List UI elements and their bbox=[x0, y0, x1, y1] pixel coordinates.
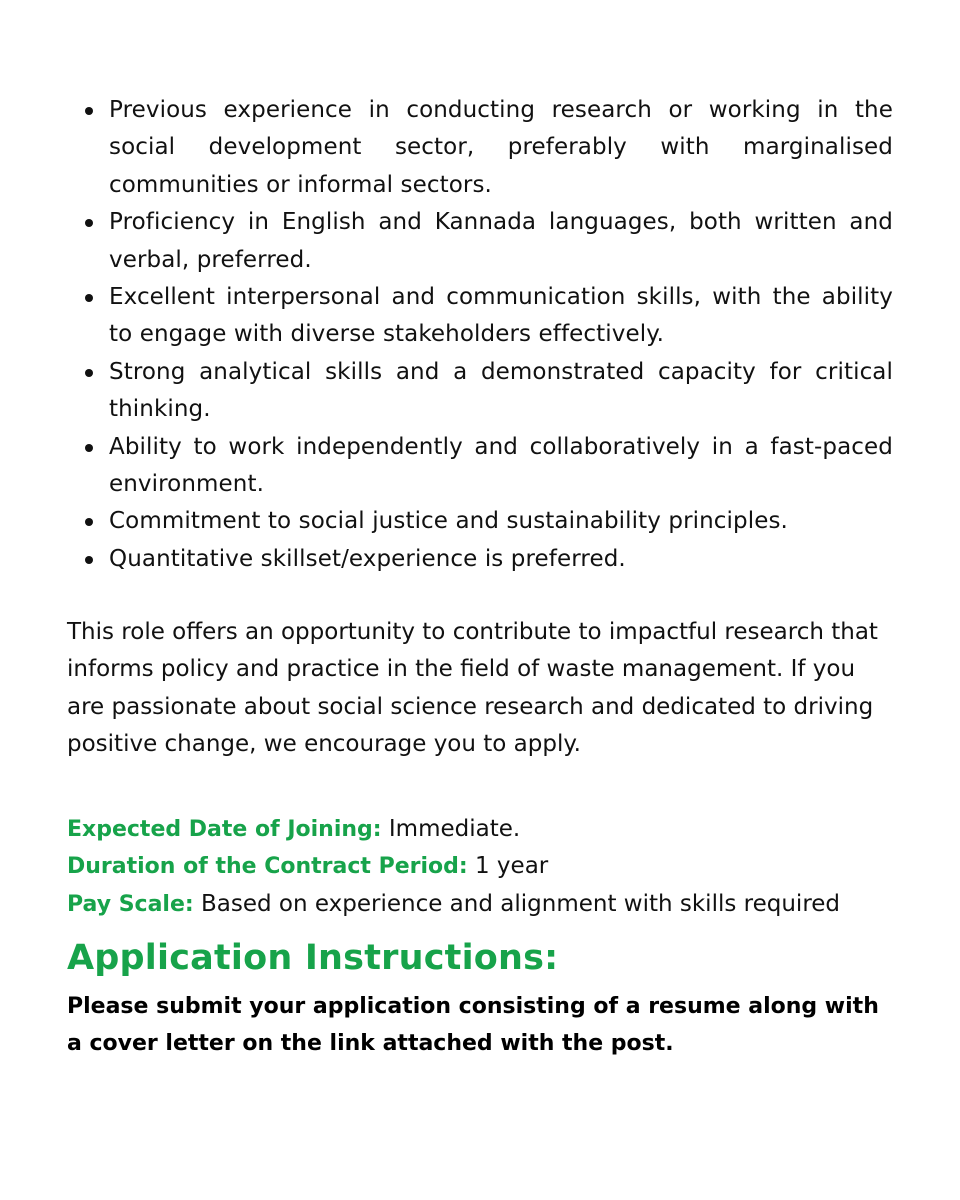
duration-label: Duration of the Contract Period: bbox=[67, 854, 468, 880]
requirement-text: Commitment to social justice and sustainability principles. bbox=[109, 508, 788, 535]
bullet-icon bbox=[85, 444, 93, 452]
requirement-text: Quantitative skillset/experience is preferred. bbox=[109, 545, 626, 572]
bullet-icon bbox=[85, 369, 93, 377]
bullet-icon bbox=[85, 518, 93, 526]
list-item bbox=[67, 204, 893, 279]
job-details bbox=[67, 811, 917, 923]
joining-value: Immediate. bbox=[381, 816, 521, 842]
list-item bbox=[67, 279, 893, 354]
application-instructions: Please submit your application consisting of a resume along with a cover letter on the link attached with the post. bbox=[67, 994, 879, 1057]
list-item bbox=[67, 92, 893, 204]
list-item bbox=[67, 429, 893, 504]
joining-label: Expected Date of Joining: bbox=[67, 817, 382, 842]
pay-value: Based on experience and alignment with skills required bbox=[193, 890, 841, 917]
requirement-text: Previous experience in conducting research or working in the social development sector, preferably with marginalised communities or informal sectors. bbox=[109, 97, 893, 198]
list-item bbox=[67, 503, 893, 540]
bullet-icon bbox=[85, 107, 93, 115]
requirement-text: Excellent interpersonal and communication skills, with the ability to engage with diverse stakeholders effectively. bbox=[109, 284, 893, 348]
duration-row bbox=[67, 848, 917, 885]
list-item bbox=[67, 354, 893, 429]
requirement-text: Strong analytical skills and a demonstrated capacity for critical thinking. bbox=[109, 358, 893, 423]
bullet-icon bbox=[85, 294, 93, 302]
role-description: This role offers an opportunity to contribute to impactful research that informs policy and practice in the field of waste management. If you are passionate about social science research and dedicated to driving positive change, we encourage you to apply. bbox=[67, 619, 878, 758]
joining-row bbox=[67, 811, 917, 848]
list-item bbox=[67, 541, 893, 578]
requirement-text: Proficiency in English and Kannada languages, both written and verbal, preferred. bbox=[109, 209, 893, 273]
bullet-icon bbox=[85, 219, 93, 227]
requirements-list bbox=[67, 92, 893, 578]
pay-label: Pay Scale: bbox=[67, 891, 194, 917]
bullet-icon bbox=[85, 556, 93, 564]
pay-row bbox=[67, 886, 917, 923]
application-heading: Application Instructions: bbox=[67, 938, 559, 978]
requirement-text: Ability to work independently and collaboratively in a fast-paced environment. bbox=[109, 433, 893, 498]
duration-value: 1 year bbox=[467, 853, 549, 880]
